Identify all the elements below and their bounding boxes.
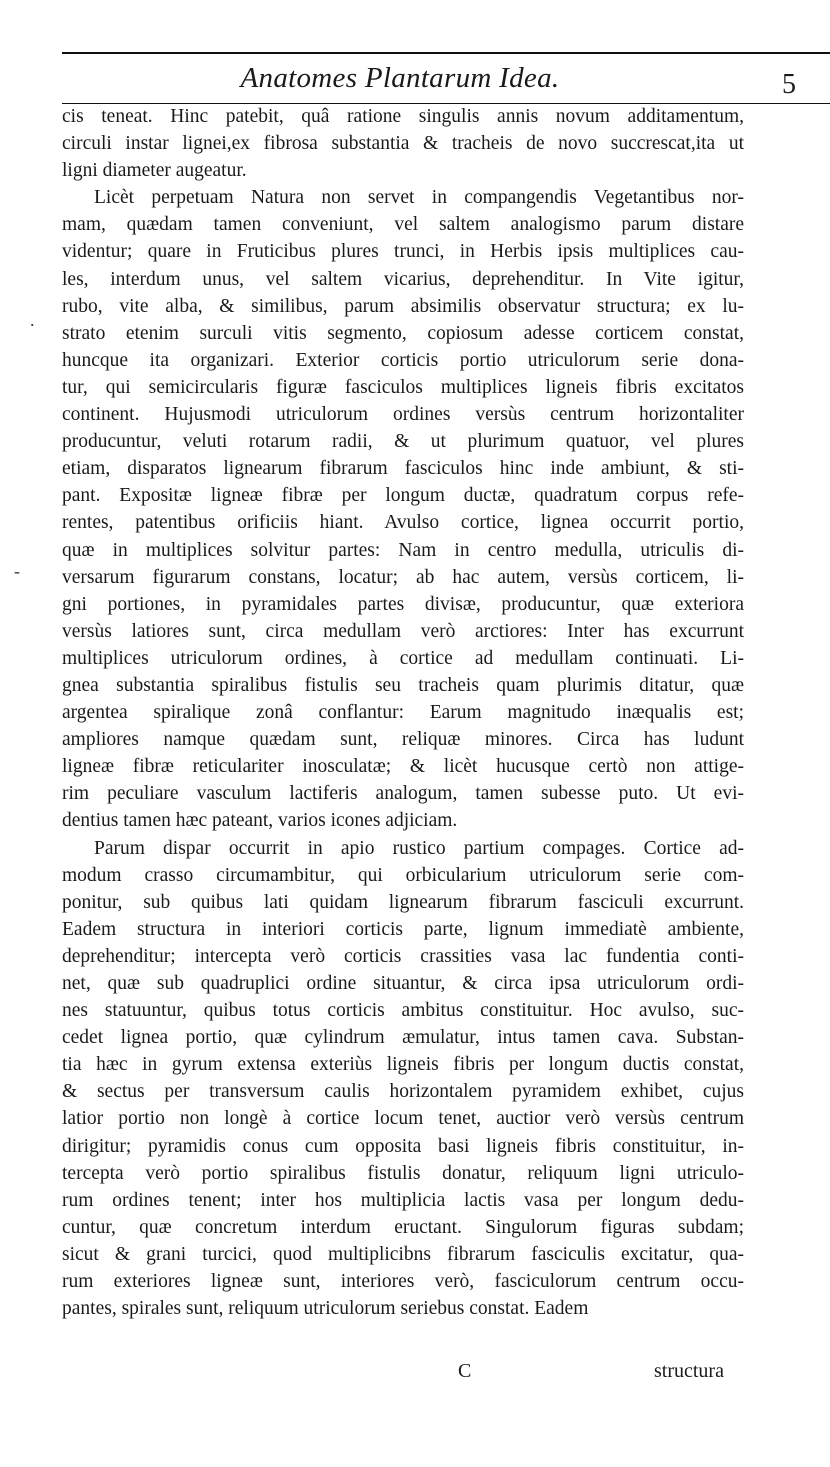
text-line: tur, qui semicircularis figuræ fasciculos multiplices ligneis fibris excitatos [62, 376, 744, 398]
text-line: strato etenim surculi vitis segmento, copiosum adesse corticem constat, [62, 322, 744, 344]
text-line: videntur; quare in Fruticibus plures trunci, in Herbis ipsis multiplices cau- [62, 241, 744, 263]
text-line: Licèt perpetuam Natura non servet in compangendis Vegetantibus nor- [94, 187, 744, 209]
text-line: Parum dispar occurrit in apio rustico partium compages. Cortice ad- [94, 837, 744, 859]
text-line: Eadem structura in interiori corticis parte, lignum immediatè ambiente, [62, 918, 744, 940]
text-line: latior portio non longè à cortice locum tenet, auctior verò versùs centrum [62, 1108, 744, 1130]
text-line: modum crasso circumambitur, qui orbicularium utriculorum serie com- [62, 864, 744, 886]
text-line: huncque ita organizari. Exterior corticis portio utriculorum serie dona- [62, 349, 744, 371]
text-line: net, quæ sub quadruplici ordine situantur, & circa ipsa utriculorum ordi- [62, 973, 744, 994]
text-line: sicut & grani turcici, quod multiplicibns fibrarum fasciculis excitatur, qua- [62, 1243, 744, 1265]
text-line: cedet lignea portio, quæ cylindrum æmulatur, intus tamen cava. Substan- [62, 1027, 744, 1049]
text-line: ponitur, sub quibus lati quidam lignearum fibrarum fasciculi excurrunt. [62, 891, 744, 913]
signature-mark: C [458, 1360, 472, 1382]
text-line: etiam, disparatos lignearum fibrarum fasciculos hinc inde ambiunt, & sti- [62, 458, 744, 480]
text-line: deprehenditur; intercepta verò corticis crassities vasa lac fundentia conti- [62, 945, 744, 967]
text-line: ligni diameter augeatur. [62, 160, 247, 182]
text-line: pant. Expositæ ligneæ fibræ per longum ductæ, quadratum corpus refe- [62, 485, 744, 507]
running-head: Anatomes Plantarum Idea. [240, 62, 560, 94]
text-line: rentes, patentibus orificiis hiant. Avulso cortice, lignea occurrit portio, [62, 512, 744, 534]
text-line: dentius tamen hæc pateant, varios icones adjiciam. [62, 810, 458, 832]
text-line: gnea substantia spiralibus fistulis seu tracheis quam plurimis ditatur, quæ [62, 674, 744, 696]
text-line: tia hæc in gyrum extensa exteriùs ligneis fibris per longum ductis constat, [62, 1054, 744, 1076]
text-line: rim peculiare vasculum lactiferis analogum, tamen subesse puto. Ut evi- [62, 783, 744, 805]
text-line: versùs latiores sunt, circa medullam verò arctiores: Inter has excurrunt [62, 620, 744, 642]
catchword: structura [654, 1360, 724, 1382]
text-line: rum ordines tenent; inter hos multiplicia lactis vasa per longum dedu- [62, 1189, 744, 1211]
text-line: quæ in multiplices solvitur partes: Nam in centro medulla, utriculis di- [62, 539, 744, 561]
header-rule-top [62, 52, 830, 54]
margin-mark: - [14, 561, 20, 581]
text-line: & sectus per transversum caulis horizontalem pyramidem exhibet, cujus [62, 1081, 744, 1103]
text-line: rum exteriores ligneæ sunt, interiores verò, fasciculorum centrum occu- [62, 1271, 744, 1293]
text-line: tercepta verò portio spiralibus fistulis donatur, reliquum ligni utriculo- [62, 1162, 744, 1184]
text-line: rubo, vite alba, & similibus, parum absimilis observatur structura; ex lu- [62, 295, 744, 317]
text-line: argentea spiralique zonâ conflantur: Earum magnitudo inæqualis est; [62, 702, 744, 724]
text-line: nes statuuntur, quibus totus corticis ambitus constituitur. Hoc avulso, suc- [62, 1000, 744, 1022]
text-line: les, interdum unus, vel saltem vicarius, deprehenditur. In Vite igitur, [62, 268, 744, 290]
text-line: versarum figurarum constans, locatur; ab hac autem, versùs corticem, li- [62, 566, 744, 588]
body-text [62, 103, 744, 1322]
text-line: pantes, spirales sunt, reliquum utriculorum seriebus constat. Eadem [62, 1298, 589, 1320]
text-line: cis teneat. Hinc patebit, quâ ratione singulis annis novum additamentum, [62, 106, 744, 127]
text-line: ampliores namque quædam sunt, reliquæ minores. Circa has ludunt [62, 729, 744, 751]
text-line: dirigitur; pyramidis conus cum opposita basi ligneis fibris constituitur, in- [62, 1135, 744, 1157]
margin-mark: . [30, 310, 35, 330]
text-line: gni portiones, in pyramidales partes divisæ, producuntur, quæ exteriora [62, 593, 744, 615]
text-line: ligneæ fibræ reticulariter inosculatæ; & licèt hucusque certò non attige- [62, 756, 744, 778]
text-line: mam, quædam tamen conveniunt, vel saltem analogismo parum distare [62, 214, 744, 236]
page-number: 5 [782, 69, 796, 100]
text-line: producuntur, veluti rotarum radii, & ut plurimum quatuor, vel plures [62, 431, 744, 453]
text-line: circuli instar lignei,ex fibrosa substantia & tracheis de novo succrescat,ita ut [62, 133, 744, 155]
text-line: continent. Hujusmodi utriculorum ordines versùs centrum horizontaliter [62, 404, 744, 426]
text-line: cuntur, quæ concretum interdum eructant. Singulorum figuras subdam; [62, 1216, 744, 1238]
text-line: multiplices utriculorum ordines, à cortice ad medullam continuati. Li- [62, 647, 744, 669]
